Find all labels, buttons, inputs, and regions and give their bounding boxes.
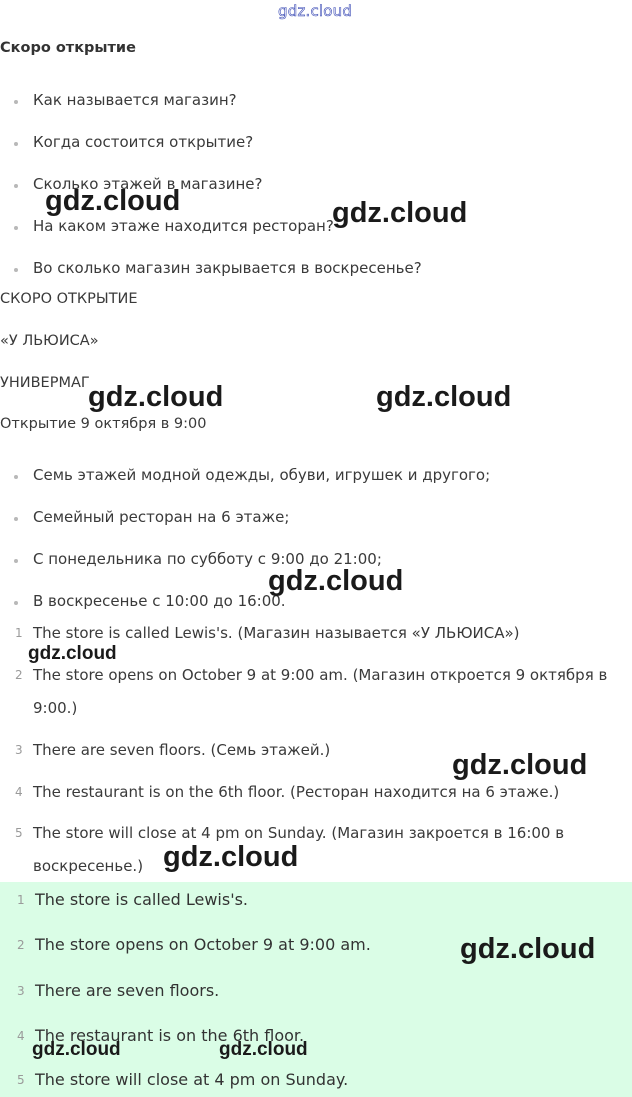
poster-store-name: «У ЛЬЮИСА» — [0, 333, 99, 349]
watermark: gdz.cloud — [452, 749, 588, 781]
site-header-logo[interactable]: gdz.cloud — [278, 2, 353, 20]
feature-text: С понедельника по субботу с 9:00 до 21:00; — [33, 550, 382, 568]
question-text: Как называется магазин? — [33, 91, 237, 109]
bullet-icon — [14, 226, 18, 230]
feature-text: Семь этажей модной одежды, обуви, игрушек и другого; — [33, 466, 491, 484]
watermark: gdz.cloud — [332, 197, 468, 229]
watermark: gdz.cloud — [28, 643, 117, 664]
watermark: gdz.cloud — [88, 381, 224, 413]
watermark: gdz.cloud — [376, 381, 512, 413]
answer-text: The restaurant is on the 6th floor. — [35, 1026, 305, 1045]
watermark: gdz.cloud — [268, 565, 404, 597]
answer-text: There are seven floors. — [35, 981, 220, 1000]
bullet-icon — [14, 142, 18, 146]
question-text: Сколько этажей в магазине? — [33, 175, 263, 193]
watermark: gdz.cloud — [460, 933, 596, 965]
answer-number: 2 — [17, 938, 25, 952]
question-text: Когда состоится открытие? — [33, 133, 254, 151]
watermark: gdz.cloud — [32, 1039, 121, 1060]
feature-text: В воскресенье с 10:00 до 16:00. — [33, 592, 286, 610]
poster-store-type: УНИВЕРМАГ — [0, 375, 90, 391]
answer-number: 3 — [15, 743, 23, 757]
feature-text: Семейный ресторан на 6 этаже; — [33, 508, 290, 526]
answer-number: 3 — [17, 984, 25, 998]
bullet-icon — [14, 475, 18, 479]
answer-text: The store opens on October 9 at 9:00 am. — [35, 935, 371, 954]
answer-number: 1 — [15, 626, 23, 640]
answer-text: The store will close at 4 pm on Sunday. (Магазин закроется в 16:00 в — [33, 824, 565, 842]
answer-text: The store is called Lewis's. (Магазин называется «У ЛЬЮИСА») — [33, 624, 520, 642]
bullet-icon — [14, 268, 18, 272]
poster-opening: Открытие 9 октября в 9:00 — [0, 416, 207, 432]
answer-text: The restaurant is on the 6th floor. (Ресторан находится на 6 этаже.) — [33, 783, 560, 801]
watermark: gdz.cloud — [45, 185, 181, 217]
bullet-icon — [14, 601, 18, 605]
answer-number: 5 — [17, 1073, 25, 1087]
answer-text: The store opens on October 9 at 9:00 am. (Магазин откроется 9 октября в — [33, 666, 608, 684]
question-text: На каком этаже находится ресторан? — [33, 217, 334, 235]
answer-number: 4 — [17, 1029, 25, 1043]
answer-text-continued: 9:00.) — [33, 699, 78, 717]
bullet-icon — [14, 517, 18, 521]
answer-number: 5 — [15, 826, 23, 840]
answer-number: 4 — [15, 785, 23, 799]
answer-number: 2 — [15, 668, 23, 682]
poster-heading: СКОРО ОТКРЫТИЕ — [0, 291, 138, 307]
bullet-icon — [14, 184, 18, 188]
answer-text: The store is called Lewis's. — [35, 890, 249, 909]
question-text: Во сколько магазин закрывается в воскресенье? — [33, 259, 422, 277]
answer-text: The store will close at 4 pm on Sunday. — [35, 1070, 349, 1089]
page-title: Скоро открытие — [0, 40, 136, 56]
watermark: gdz.cloud — [163, 841, 299, 873]
answer-number: 1 — [17, 893, 25, 907]
answer-text-continued: воскресенье.) — [33, 857, 144, 875]
watermark: gdz.cloud — [219, 1039, 308, 1060]
bullet-icon — [14, 559, 18, 563]
answer-text: There are seven floors. (Семь этажей.) — [33, 741, 331, 759]
bullet-icon — [14, 100, 18, 104]
